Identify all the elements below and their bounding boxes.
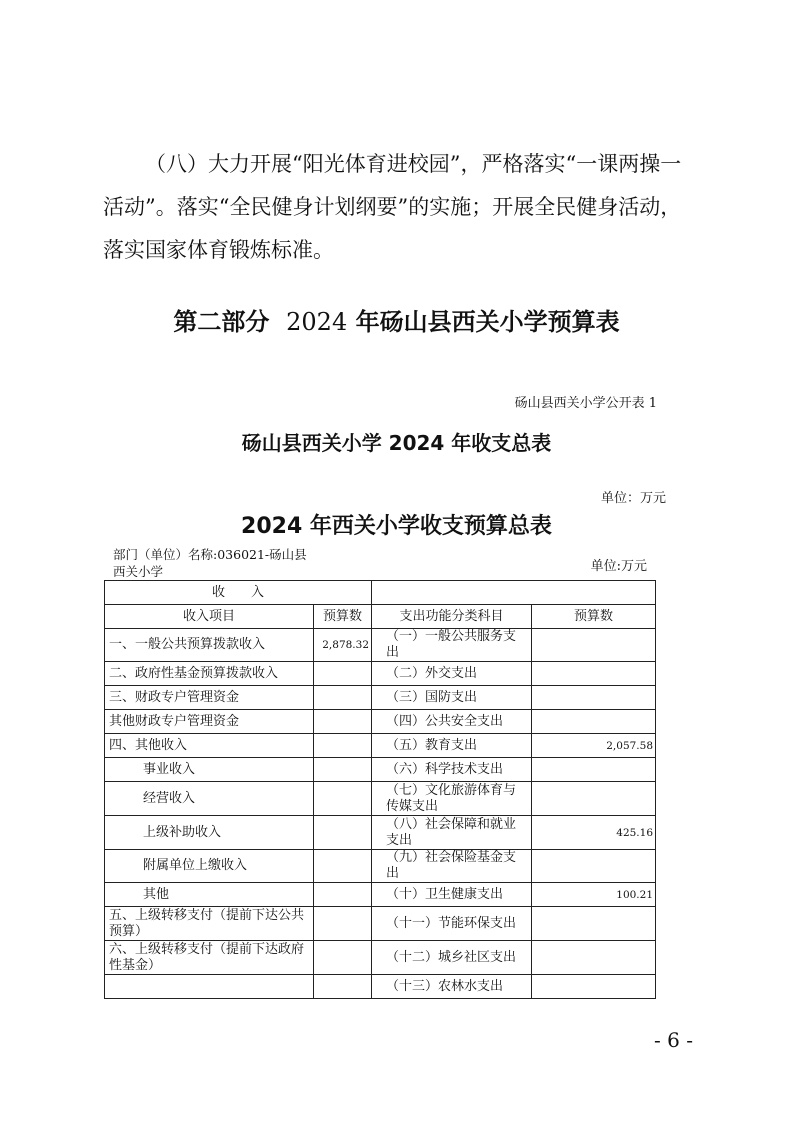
income-amount — [314, 758, 372, 782]
expense-item: （一）一般公共服务支出 — [372, 629, 532, 662]
table-group-row — [105, 581, 656, 605]
expense-amount: 2,057.58 — [532, 734, 656, 758]
table-row — [105, 782, 656, 816]
income-amount — [314, 850, 372, 883]
table-heading: 砀山县西关小学 2024 年收支总表 — [241, 431, 552, 455]
income-item: 经营收入 — [105, 782, 314, 816]
expense-item: （十一）节能环保支出 — [372, 907, 532, 941]
table-row — [105, 975, 656, 999]
header-income-amount: 预算数 — [314, 605, 372, 629]
income-item: 四、其他收入 — [105, 734, 314, 758]
income-amount — [314, 734, 372, 758]
expense-item: （九）社会保险基金支出 — [372, 850, 532, 883]
income-amount — [314, 883, 372, 907]
income-amount — [314, 941, 372, 975]
expense-amount — [532, 662, 656, 686]
expense-amount — [532, 686, 656, 710]
income-item: 事业收入 — [105, 758, 314, 782]
expense-item: （四）公共安全支出 — [372, 710, 532, 734]
income-item: 一、一般公共预算拨款收入 — [105, 629, 314, 662]
expense-item: （三）国防支出 — [372, 686, 532, 710]
income-amount — [314, 816, 372, 850]
header-expense-item: 支出功能分类科目 — [372, 605, 532, 629]
group-income-header: 收 入 — [105, 581, 372, 605]
section-title — [0, 302, 793, 337]
paragraph-line-1: （八）大力开展“阳光体育进校园”，严格落实“一课两操一 — [145, 152, 682, 176]
expense-amount: 425.16 — [532, 816, 656, 850]
income-item: 三、财政专户管理资金 — [105, 686, 314, 710]
expense-item: （八）社会保障和就业支出 — [372, 816, 532, 850]
expense-amount — [532, 941, 656, 975]
table-row — [105, 758, 656, 782]
table-row — [105, 710, 656, 734]
unit-label-top: 单位：万元 — [600, 491, 666, 506]
income-item: 上级补助收入 — [105, 816, 314, 850]
income-item: 六、上级转移支付（提前下达政府性基金） — [105, 941, 314, 975]
income-item — [105, 975, 314, 999]
table-row — [105, 662, 656, 686]
paragraph-line-3: 落实国家体育锻炼标准。 — [103, 238, 334, 262]
income-amount — [314, 782, 372, 816]
table-row — [105, 883, 656, 907]
section-title-suffix: 年砀山县西关小学预算表 — [355, 308, 620, 336]
income-item: 五、上级转移支付（提前下达公共预算） — [105, 907, 314, 941]
table-row — [105, 816, 656, 850]
income-amount — [314, 662, 372, 686]
table-header-row — [105, 605, 656, 629]
table-row — [105, 907, 656, 941]
expense-item: （五）教育支出 — [372, 734, 532, 758]
table-row — [105, 850, 656, 883]
income-item: 其他财政专户管理资金 — [105, 710, 314, 734]
income-amount — [314, 907, 372, 941]
expense-amount — [532, 850, 656, 883]
table-row — [105, 686, 656, 710]
expense-item: （六）科学技术支出 — [372, 758, 532, 782]
header-income-item: 收入项目 — [105, 605, 314, 629]
expense-amount: 100.21 — [532, 883, 656, 907]
header-expense-amount: 预算数 — [532, 605, 656, 629]
income-item: 其他 — [105, 883, 314, 907]
expense-item: （二）外交支出 — [372, 662, 532, 686]
income-amount: 2,878.32 — [314, 629, 372, 662]
budget-table-title: 2024 年西关小学收支预算总表 — [241, 514, 552, 539]
income-amount — [314, 710, 372, 734]
income-amount — [314, 975, 372, 999]
table-row — [105, 941, 656, 975]
paragraph-line-2: 活动”。落实“全民健身计划纲要”的实施；开展全民健身活动， — [103, 195, 682, 219]
group-expense-header — [372, 581, 656, 605]
page-number: - 6 - — [654, 1028, 693, 1052]
income-item: 附属单位上缴收入 — [105, 850, 314, 883]
expense-amount — [532, 758, 656, 782]
section-title-year: 2024 — [286, 308, 348, 336]
expense-item: （十）卫生健康支出 — [372, 883, 532, 907]
budget-table — [104, 580, 656, 999]
expense-item: （十三）农林水支出 — [372, 975, 532, 999]
department-label: 部门（单位）名称:036021-砀山县西关小学 — [113, 547, 307, 579]
expense-item: （十二）城乡社区支出 — [372, 941, 532, 975]
expense-amount — [532, 907, 656, 941]
expense-amount — [532, 710, 656, 734]
expense-item: （七）文化旅游体育与传媒支出 — [372, 782, 532, 816]
unit-label-table: 单位:万元 — [590, 559, 647, 574]
income-amount — [314, 686, 372, 710]
table-row — [105, 734, 656, 758]
table-number: 砀山县西关小学公开表 1 — [514, 396, 657, 411]
expense-amount — [532, 975, 656, 999]
income-item: 二、政府性基金预算拨款收入 — [105, 662, 314, 686]
expense-amount — [532, 629, 656, 662]
table-row — [105, 629, 656, 662]
body-paragraph — [103, 143, 703, 272]
section-title-prefix: 第二部分 — [173, 308, 270, 336]
expense-amount — [532, 782, 656, 816]
